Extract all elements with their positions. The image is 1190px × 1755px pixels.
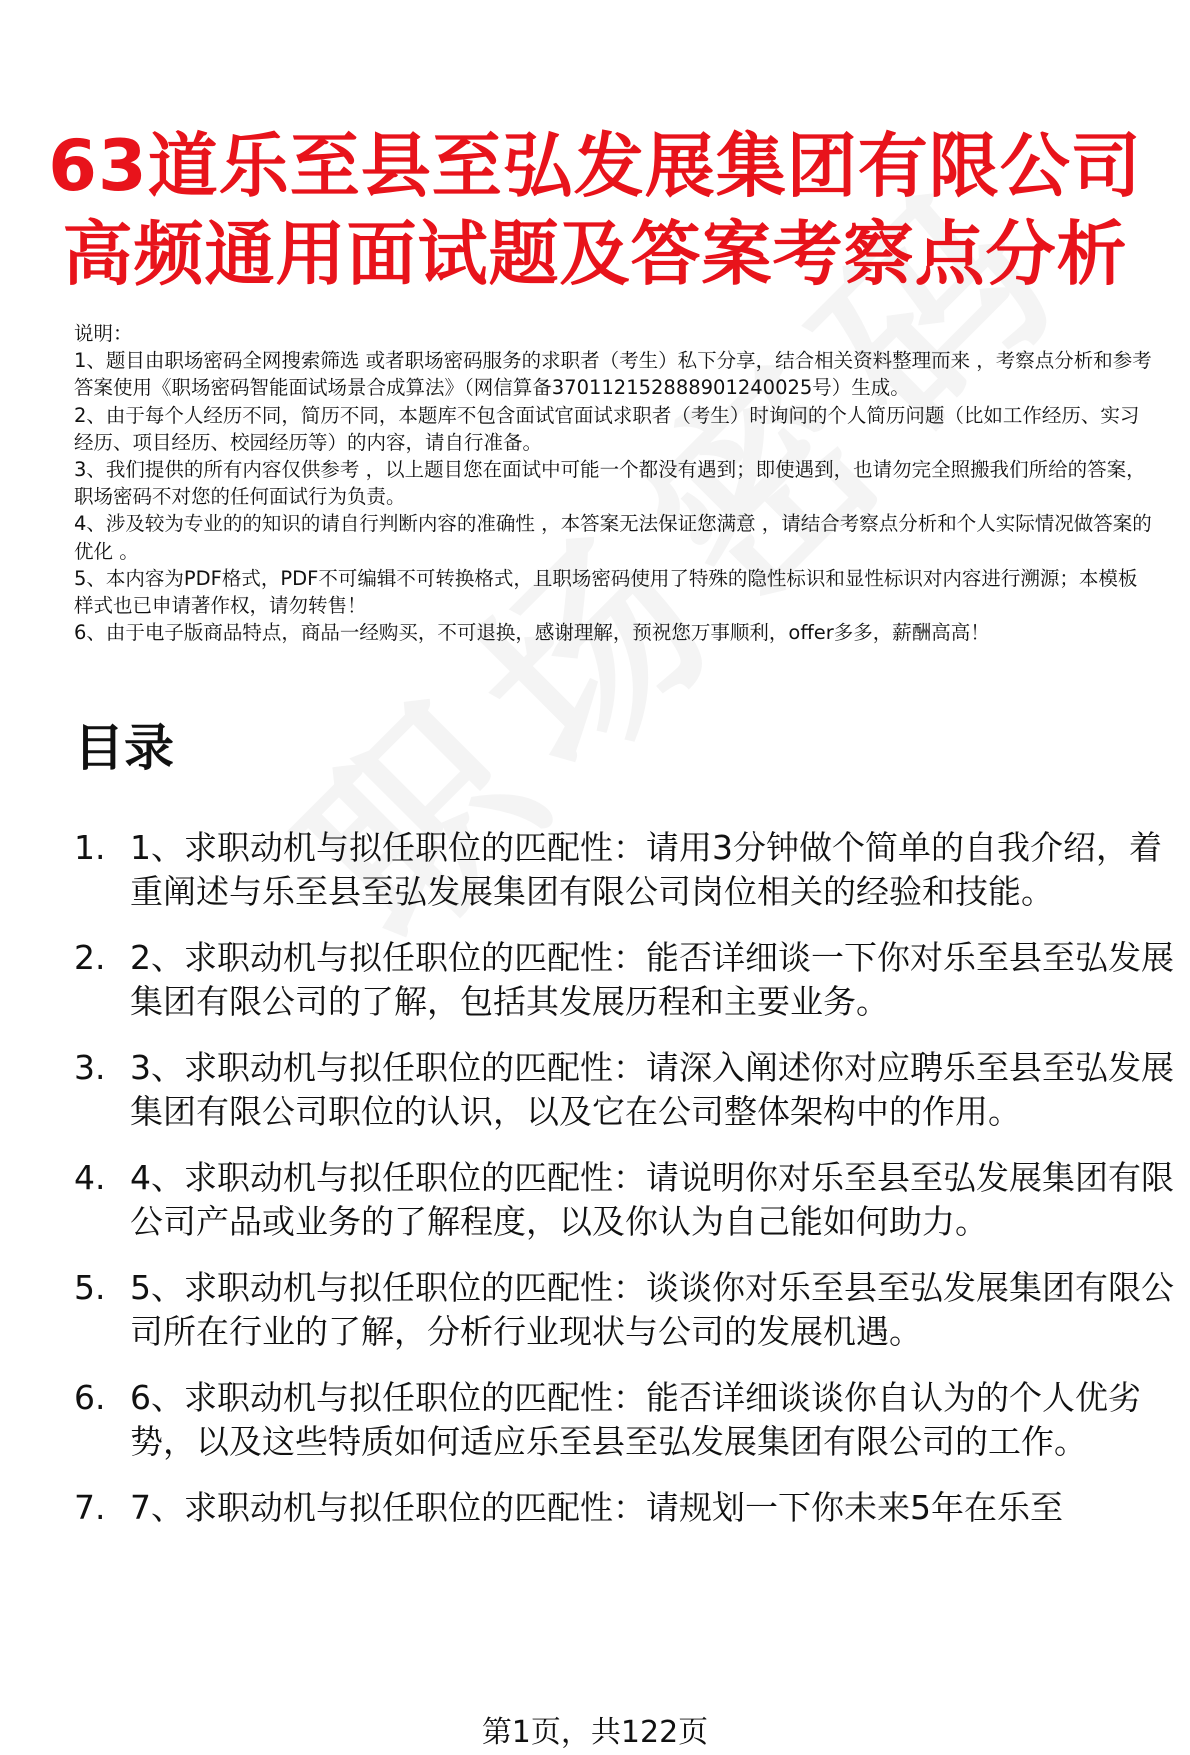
title-line-1: 63道乐至县至弘发展集团有限公司 xyxy=(48,125,1142,207)
page-number: 第1页，共122页 xyxy=(481,1715,709,1750)
toc-item-number: 1. xyxy=(74,828,106,867)
toc-item[interactable] xyxy=(74,1046,1174,1134)
toc-item-text: 2、求职动机与拟任职位的匹配性：能否详细谈一下你对乐至县至弘发展集团有限公司的了解，包括其发展历程和主要业务。 xyxy=(130,938,1174,1021)
toc-item-number: 2. xyxy=(74,938,106,977)
notes-section xyxy=(74,320,1154,646)
note-item: 3、我们提供的所有内容仅供参考 ，以上题目您在面试中可能一个都没有遇到；即使遇到，也请勿完全照搬我们所给的答案，职场密码不对您的任何面试行为负责。 xyxy=(74,458,1146,509)
note-item: 6、由于电子版商品特点，商品一经购买，不可退换，感谢理解，预祝您万事顺利，offer多多，薪酬高高！ xyxy=(74,621,990,645)
toc-item-number: 6. xyxy=(74,1378,106,1417)
document-title xyxy=(0,122,1190,298)
title-line-2: 高频通用面试题及答案考察点分析 xyxy=(62,213,1128,295)
toc-item-text: 6、求职动机与拟任职位的匹配性：能否详细谈谈你自认为的个人优劣势，以及这些特质如何适应乐至县至弘发展集团有限公司的工作。 xyxy=(130,1378,1141,1461)
toc-item[interactable] xyxy=(74,1486,1174,1530)
toc-item[interactable] xyxy=(74,826,1174,914)
toc-item-text: 7、求职动机与拟任职位的匹配性：请规划一下你未来5年在乐至 xyxy=(130,1488,1063,1527)
toc-item[interactable] xyxy=(74,1376,1174,1464)
note-item: 1、题目由职场密码全网搜索筛选 或者职场密码服务的求职者（考生）私下分享，结合相关资料整理而来 ，考察点分析和参考答案使用《职场密码智能面试场景合成算法》（网信算备370112152888901240025号）生成。 xyxy=(74,349,1152,400)
note-item: 4、涉及较为专业的的知识的请自行判断内容的准确性 ，本答案无法保证您满意 ，请结合考察点分析和个人实际情况做答案的优化 。 xyxy=(74,512,1152,563)
toc-item-text: 1、求职动机与拟任职位的匹配性：请用3分钟做个简单的自我介绍，着重阐述与乐至县至弘发展集团有限公司岗位相关的经验和技能。 xyxy=(130,828,1162,911)
toc-heading: 目录 xyxy=(74,719,174,777)
toc-item-text: 3、求职动机与拟任职位的匹配性：请深入阐述你对应聘乐至县至弘发展集团有限公司职位的认识，以及它在公司整体架构中的作用。 xyxy=(130,1048,1174,1131)
toc-item-number: 5. xyxy=(74,1268,106,1307)
toc-item-text: 4、求职动机与拟任职位的匹配性：请说明你对乐至县至弘发展集团有限公司产品或业务的了解程度，以及你认为自己能如何助力。 xyxy=(130,1158,1174,1241)
toc-item[interactable] xyxy=(74,936,1174,1024)
notes-heading: 说明： xyxy=(74,322,133,345)
toc-item-number: 4. xyxy=(74,1158,106,1197)
toc-item[interactable] xyxy=(74,1156,1174,1244)
toc-item-number: 7. xyxy=(74,1488,106,1527)
note-item: 5、本内容为PDF格式，PDF不可编辑不可转换格式，且职场密码使用了特殊的隐性标识和显性标识对内容进行溯源；本模板样式也已申请著作权，请勿转售！ xyxy=(74,566,1138,618)
toc-list xyxy=(74,826,1174,1552)
toc-item-number: 3. xyxy=(74,1048,106,1087)
toc-item-text: 5、求职动机与拟任职位的匹配性：谈谈你对乐至县至弘发展集团有限公司所在行业的了解，分析行业现状与公司的发展机遇。 xyxy=(130,1268,1174,1351)
toc-item[interactable] xyxy=(74,1266,1174,1354)
note-item: 2、由于每个人经历不同，简历不同，本题库不包含面试官面试求职者（考生）时询问的个人简历问题（比如工作经历、实习经历、项目经历、校园经历等）的内容，请自行准备。 xyxy=(74,403,1140,454)
